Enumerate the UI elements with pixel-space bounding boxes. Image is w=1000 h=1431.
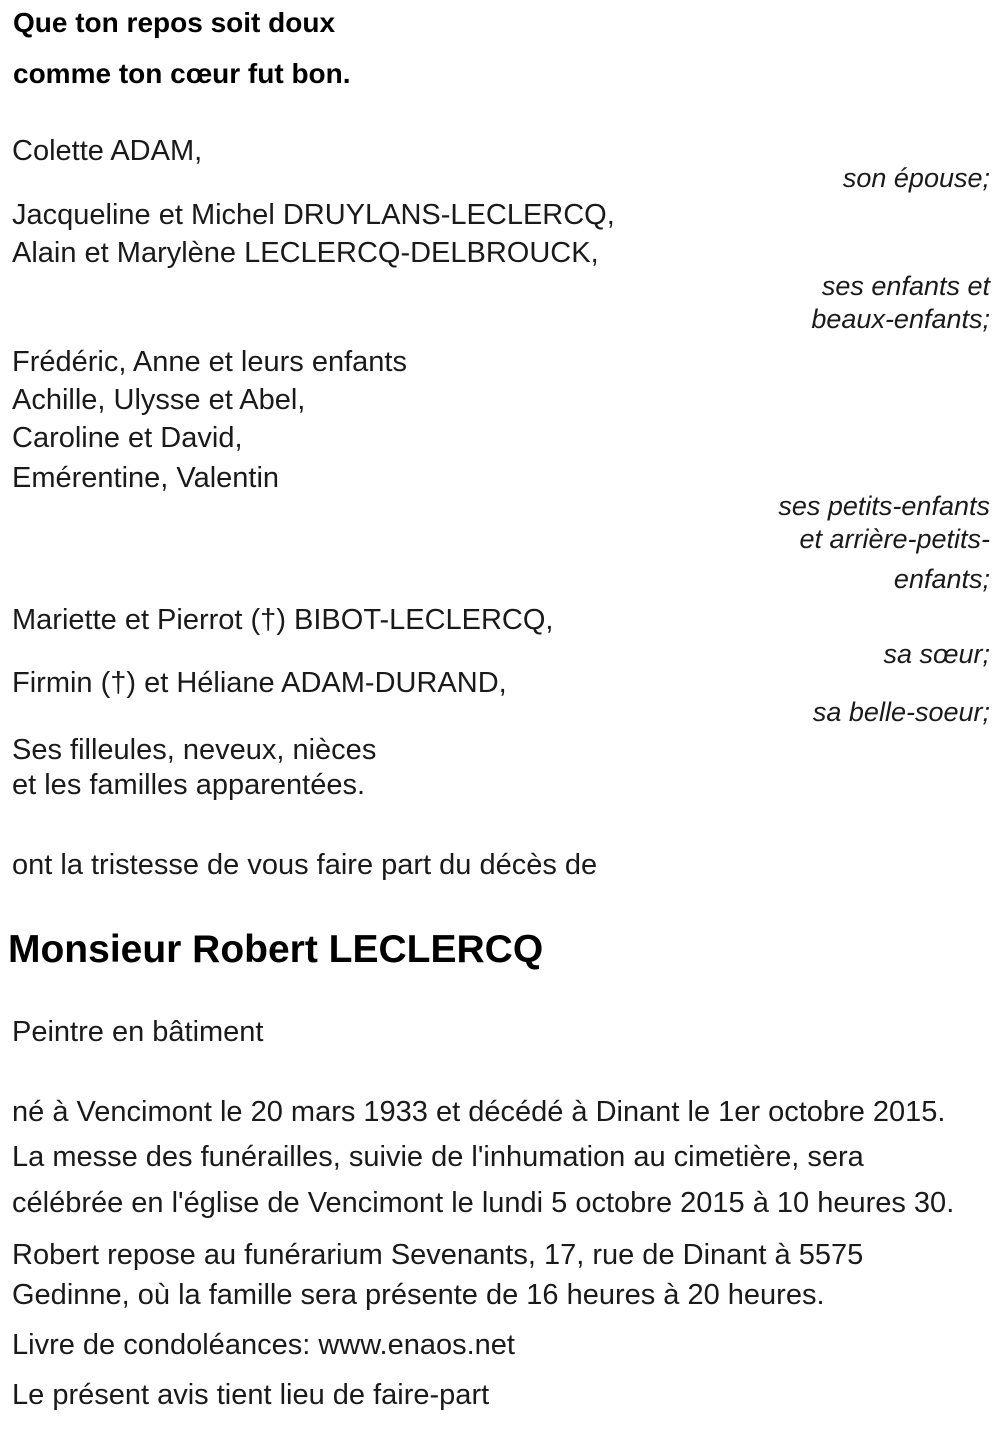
repose-line-1: Robert repose au funérarium Sevenants, 17, rue de Dinant à 5575 [12,1239,864,1271]
relation-grandchildren-line-3: enfants; [893,564,990,594]
epitaph-line-2: comme ton cœur fut bon. [13,58,351,89]
relation-children-line-2: beaux-enfants; [811,304,990,334]
children-name-line-2: Alain et Marylène LECLERCQ-DELBROUCK, [12,237,599,269]
closing-line: Le présent avis tient lieu de faire-part [12,1379,490,1411]
children-name-line-1: Jacqueline et Michel DRUYLANS-LECLERCQ, [12,199,615,231]
spouse-name-line: Colette ADAM, [12,135,203,167]
relation-sister: sa sœur; [883,639,990,669]
deceased-name-heading: Monsieur Robert LECLERCQ [8,928,544,971]
relation-sister-in-law: sa belle-soeur; [812,697,990,727]
relation-grandchildren-line-2: et arrière-petits- [799,524,990,554]
sister-name-line: Mariette et Pierrot (†) BIBOT-LECLERCQ, [12,604,554,636]
grandchildren-line-4: Emérentine, Valentin [12,462,280,494]
profession-line: Peintre en bâtiment [12,1016,264,1048]
grandchildren-line-2: Achille, Ulysse et Abel, [12,384,306,416]
extended-family-line-2: et les familles apparentées. [12,769,366,801]
extended-family-line-1: Ses filleules, neveux, nièces [12,734,377,766]
relation-children-line-1: ses enfants et [821,271,990,301]
relation-spouse: son épouse; [842,163,990,193]
grandchildren-line-3: Caroline et David, [12,422,243,454]
relation-grandchildren-line-1: ses petits-enfants [778,491,990,521]
sister-in-law-name-line: Firmin (†) et Héliane ADAM-DURAND, [12,667,507,699]
funeral-line-2: célébrée en l'église de Vencimont le lundi 5 octobre 2015 à 10 heures 30. [12,1187,955,1219]
repose-line-2: Gedinne, où la famille sera présente de 16 heures à 20 heures. [12,1279,825,1311]
grandchildren-line-1: Frédéric, Anne et leurs enfants [12,346,407,378]
condolence-book-line: Livre de condoléances: www.enaos.net [12,1329,515,1361]
funeral-line-1: La messe des funérailles, suivie de l'inhumation au cimetière, sera [12,1141,864,1173]
announcement-line: ont la tristesse de vous faire part du décès de [12,849,598,881]
birth-death-line: né à Vencimont le 20 mars 1933 et décédé à Dinant le 1er octobre 2015. [12,1096,946,1128]
epitaph-line-1: Que ton repos soit doux [13,7,336,38]
